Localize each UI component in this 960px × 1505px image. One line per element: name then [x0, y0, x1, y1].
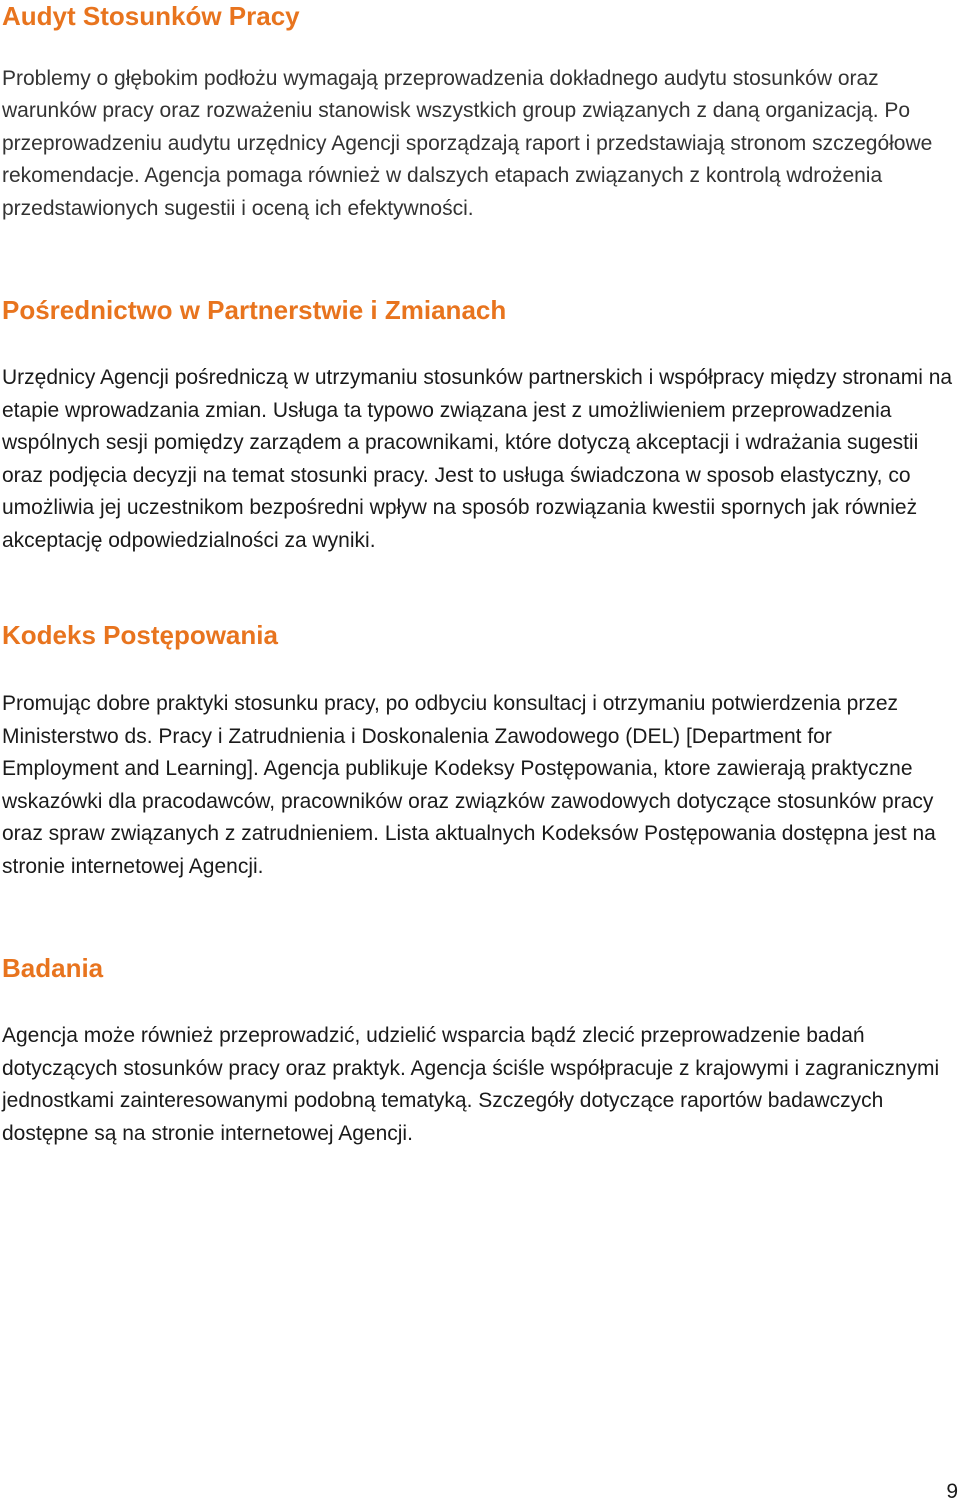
section-heading-audyt: Audyt Stosunków Pracy — [2, 1, 300, 31]
section-text-posrednictwo: Urzędnicy Agencji pośredniczą w utrzymaniu stosunków partnerskich i współpracy między stronami na etapie wprowadzania zmian. Usługa ta typowo związana jest z umożliwieniem przeprowadzenia wspólnych sesji pomiędzy zarządem a pracownikami, które dotyczą akceptacji i wdrażania sugestii oraz podjęcia decyzji na temat stosunki pracy. Jest to usługa świadczona w sposob elastyczny, co umożliwia jej uczestnikom bezpośredni wpływ na sposób rozwiązania kwestii spornych jak również akceptację odpowiedzialności za wyniki. — [2, 366, 953, 552]
section-heading-kodeks: Kodeks Postępowania — [2, 620, 278, 650]
section-text-audyt: Problemy o głębokim podłożu wymagają przeprowadzenia dokładnego audytu stosunków oraz warunków pracy oraz rozważeniu stanowisk wszystkich group związanych z daną organizacją. Po przeprowadzeniu audytu urzędnicy Agencji sporządzają raport i przedstawiają stronom szczegółowe rekomendacje. Agencja pomaga również w dalszych etapach związanych z kontrolą wdrożenia przedstawionych sugestii i oceną ich efektywności. — [2, 67, 933, 220]
section-heading-posrednictwo: Pośrednictwo w Partnerstwie i Zmianach — [2, 295, 507, 325]
section-text-badania: Agencja może również przeprowadzić, udzielić wsparcia bądź zlecić przeprowadzenie badań dotyczących stosunków pracy oraz praktyk. Agencja ściśle współpracuje z krajowymi i zagranicznymi jednostkami zainteresowanymi podobną tematyką. Szczegóły dotyczące raportów badawczych dostępne są na stronie internetowej Agencji. — [2, 1024, 940, 1145]
section-text-kodeks: Promując dobre praktyki stosunku pracy, po odbyciu konsultacj i otrzymaniu potwierdzenia przez Ministerstwo ds. Pracy i Zatrudnienia i Doskonalenia Zawodowego (DEL) [Department for Employment and Learning]. Agencja publikuje Kodeksy Postępowania, ktore zawierają praktyczne wskazówki dla pracodawców, pracowników oraz związków zawodowych dotyczące stosunków pracy oraz spraw związanych z zatrudnieniem. Lista aktualnych Kodeksów Postępowania dostępna jest na stronie internetowej Agencji. — [2, 692, 936, 878]
page-number: 9 — [946, 1480, 958, 1503]
section-heading-badania: Badania — [2, 953, 104, 983]
